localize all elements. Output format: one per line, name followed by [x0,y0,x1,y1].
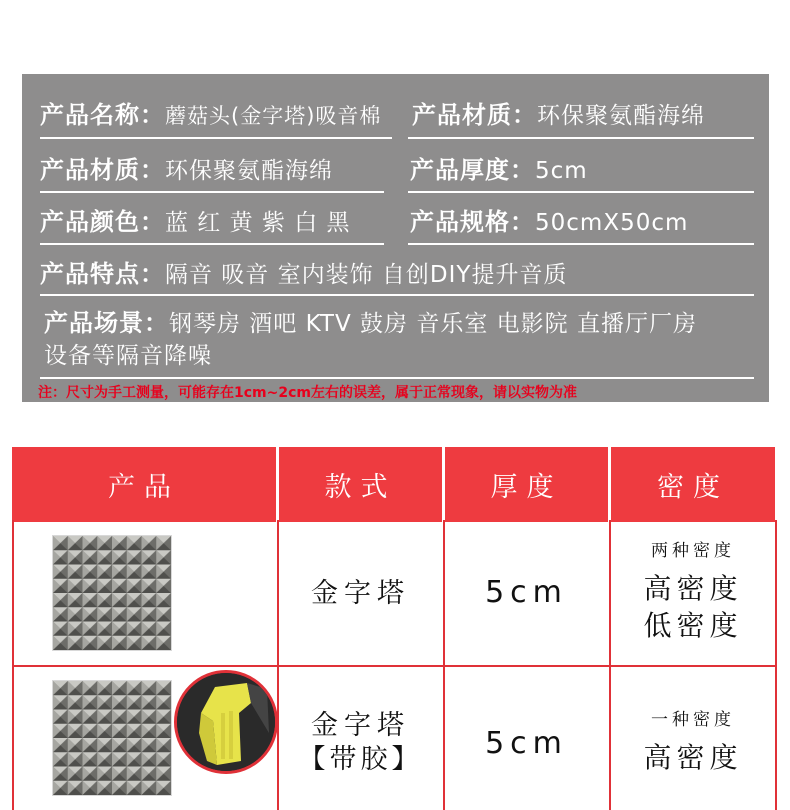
spec-size: 产品规格：50cmX50cm [410,208,689,236]
header-product: 产品 [12,447,276,522]
spec-name: 产品名称：蘑菇头(金字塔)吸音棉 [40,101,382,129]
header-thickness: 厚度 [445,447,608,522]
header-divider [443,447,445,522]
header-divider [609,447,611,522]
style-label: 金字塔 [311,710,410,741]
foam-pyramid-image [52,680,172,796]
underline [408,191,754,193]
spec-features: 产品特点：隔音 吸音 室内装饰 自创DIY提升音质 [40,260,568,288]
header-density: 密度 [611,447,775,522]
density-high: 高密度 [643,572,743,605]
foam-glue-closeup-image [174,670,278,774]
disclaimer-note: 注：尺寸为手工测量，可能存在1cm~2cm左右的误差，属于正常现象，请以实物为准 [38,385,577,401]
density-count: 两种密度 [651,541,735,561]
density-low: 低密度 [643,609,743,642]
style-label: 金字塔 [311,578,410,609]
underline [40,137,392,139]
spec-thickness: 产品厚度：5cm [410,156,588,184]
spec-scenes-cont: 设备等隔音降噪 [44,343,212,369]
table-row-divider [12,665,777,667]
style-sublabel: 【带胶】 [298,744,423,775]
underline [40,377,754,379]
thickness-value: 5cm [485,726,568,761]
underline [408,137,754,139]
spec-color: 产品颜色：蓝 红 黄 紫 白 黑 [40,208,351,236]
spec-material-b: 产品材质：环保聚氨酯海绵 [40,156,333,184]
underline [40,243,384,245]
header-style: 款式 [279,447,442,522]
spec-scenes: 产品场景：钢琴房 酒吧 KTV 鼓房 音乐室 电影院 直播厅厂房 [44,309,697,337]
spec-material-a: 产品材质：环保聚氨酯海绵 [412,101,705,129]
density-count: 一种密度 [651,710,735,730]
thickness-value: 5cm [485,575,568,610]
underline [40,294,754,296]
header-divider [277,447,279,522]
foam-pyramid-image [52,535,172,651]
underline [408,243,754,245]
underline [40,191,384,193]
density-high: 高密度 [643,741,743,774]
